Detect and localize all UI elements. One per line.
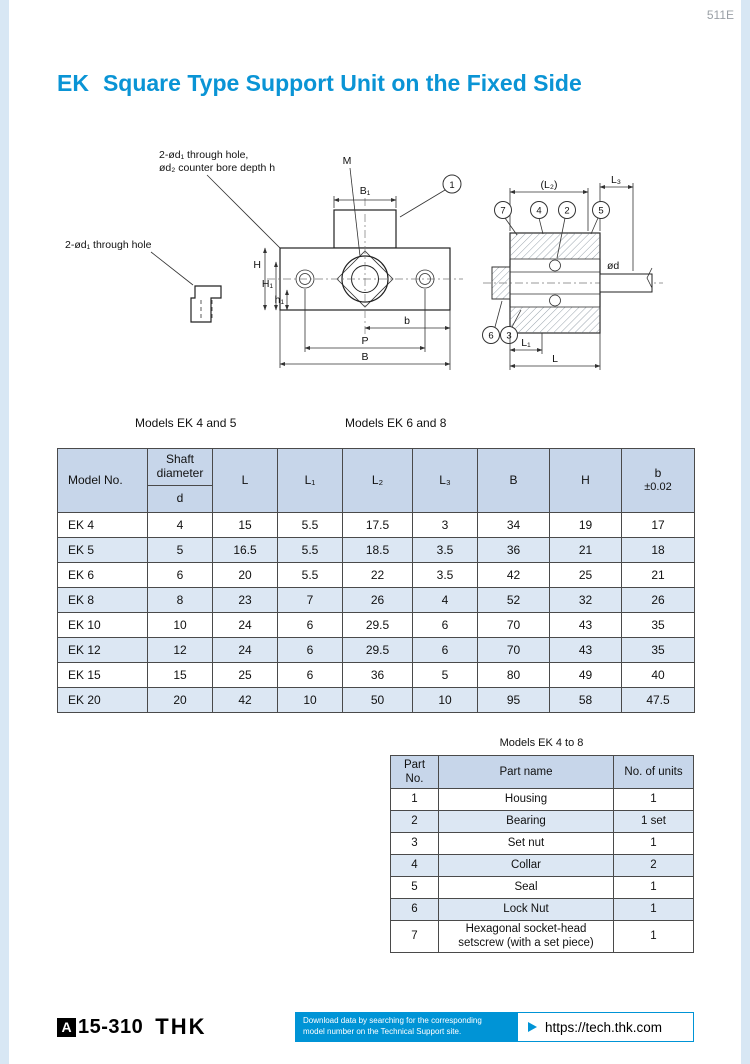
table-cell: 1 <box>614 789 694 811</box>
dim-label-b-big: B <box>361 351 369 363</box>
table-cell: 3.5 <box>413 563 478 588</box>
page-code: 511E <box>706 8 734 22</box>
table-cell: 26 <box>343 588 413 613</box>
page-footer <box>57 1010 694 1044</box>
dim-label-h1-small: h₁ <box>274 294 284 306</box>
table-cell: 10 <box>278 688 343 713</box>
dimension-table <box>57 448 695 713</box>
download-banner <box>295 1012 517 1042</box>
table-cell: 4 <box>413 588 478 613</box>
table-cell: 6 <box>278 613 343 638</box>
table-cell: 35 <box>622 638 695 663</box>
table-cell: 1 <box>614 921 694 953</box>
header-model-no: Model No. <box>58 449 148 513</box>
table-cell: Hexagonal socket-head setscrew (with a set piece) <box>439 921 614 953</box>
table-row <box>58 688 695 713</box>
dim-label-h1: H₁ <box>261 278 273 290</box>
table-cell: 17.5 <box>343 513 413 538</box>
parts-table-body <box>391 789 694 953</box>
table-cell: 5 <box>148 538 213 563</box>
note-through-hole: 2-ød₁ through hole <box>65 239 152 251</box>
header-l2: L₂ <box>343 449 413 513</box>
dim-label-l1: L₁ <box>521 337 531 349</box>
table-cell: 16.5 <box>213 538 278 563</box>
table-row <box>391 789 694 811</box>
table-cell: 15 <box>148 663 213 688</box>
table-cell: 35 <box>622 613 695 638</box>
callout-2: 2 <box>564 205 570 217</box>
callout-6: 6 <box>488 330 494 342</box>
table-cell: 70 <box>478 613 550 638</box>
page-number: 15-310 <box>78 1015 144 1038</box>
callout-1: 1 <box>449 180 455 191</box>
table-cell: 20 <box>148 688 213 713</box>
header-shaft-diameter: Shaft diameter <box>148 449 213 486</box>
table-row <box>58 638 695 663</box>
caption-models-ek4-8: Models EK 4 to 8 <box>499 737 584 749</box>
header-part-no: Part No. <box>391 756 439 789</box>
table-cell: 1 <box>614 833 694 855</box>
table-cell: 36 <box>343 663 413 688</box>
table-cell: 47.5 <box>622 688 695 713</box>
table-cell: 1 <box>391 789 439 811</box>
header-part-name: Part name <box>439 756 614 789</box>
header-l1: L₁ <box>278 449 343 513</box>
table-cell: 40 <box>622 663 695 688</box>
table-cell: EK 6 <box>58 563 148 588</box>
dim-label-b1: B₁ <box>359 185 371 197</box>
header-b-tol: ±0.02 <box>644 481 672 494</box>
dim-label-l2: (L₂) <box>540 179 558 191</box>
table-row <box>58 663 695 688</box>
table-cell: EK 4 <box>58 513 148 538</box>
table-cell: EK 8 <box>58 588 148 613</box>
table-cell: 42 <box>213 688 278 713</box>
header-h: H <box>550 449 622 513</box>
header-l: L <box>213 449 278 513</box>
table-row <box>58 538 695 563</box>
table-cell: EK 5 <box>58 538 148 563</box>
front-view <box>159 149 463 370</box>
table-cell: 20 <box>213 563 278 588</box>
table-cell: 36 <box>478 538 550 563</box>
table-cell: 6 <box>391 899 439 921</box>
table-cell: 21 <box>550 538 622 563</box>
table-cell: 6 <box>413 638 478 663</box>
arrow-right-icon <box>528 1022 537 1032</box>
table-row <box>58 613 695 638</box>
table-cell: 6 <box>278 663 343 688</box>
page-title <box>57 70 582 97</box>
dim-label-m: M <box>342 155 352 167</box>
table-cell: 10 <box>148 613 213 638</box>
table-cell: 70 <box>478 638 550 663</box>
table-cell: 43 <box>550 638 622 663</box>
table-cell: Lock Nut <box>439 899 614 921</box>
callout-3: 3 <box>506 330 512 342</box>
table-cell: 5.5 <box>278 538 343 563</box>
table-cell: Seal <box>439 877 614 899</box>
table-cell: 5 <box>413 663 478 688</box>
table-cell: 80 <box>478 663 550 688</box>
callout-4: 4 <box>536 205 542 217</box>
table-cell: Collar <box>439 855 614 877</box>
callout-7: 7 <box>500 205 506 217</box>
table-cell: 18 <box>622 538 695 563</box>
table-cell: Set nut <box>439 833 614 855</box>
tech-support-url[interactable]: https://tech.thk.com <box>545 1019 663 1035</box>
table-cell: 21 <box>622 563 695 588</box>
table-cell: 3 <box>391 833 439 855</box>
table-cell: 52 <box>478 588 550 613</box>
table-cell: 5.5 <box>278 563 343 588</box>
table-row <box>58 563 695 588</box>
table-cell: 4 <box>391 855 439 877</box>
detail-view <box>65 239 221 322</box>
page-reference <box>57 1014 207 1040</box>
table-cell: 3 <box>413 513 478 538</box>
table-cell: 6 <box>148 563 213 588</box>
table-cell: 58 <box>550 688 622 713</box>
table-cell: 25 <box>550 563 622 588</box>
table-cell: EK 12 <box>58 638 148 663</box>
table-cell: EK 15 <box>58 663 148 688</box>
table-cell: 95 <box>478 688 550 713</box>
table-row <box>391 833 694 855</box>
dimension-table-body <box>58 513 695 713</box>
dim-label-l3: L₃ <box>610 174 622 186</box>
callout-5: 5 <box>598 205 604 217</box>
table-cell: 17 <box>622 513 695 538</box>
thk-logo: THK <box>155 1014 207 1039</box>
table-cell: 24 <box>213 638 278 663</box>
table-cell: 3.5 <box>413 538 478 563</box>
banner-line2: model number on the Technical Support site. <box>303 1027 462 1036</box>
header-b: B <box>478 449 550 513</box>
table-cell: 49 <box>550 663 622 688</box>
table-cell: 25 <box>213 663 278 688</box>
dim-label-b-small: b <box>404 315 410 327</box>
table-cell: EK 20 <box>58 688 148 713</box>
table-cell: 12 <box>148 638 213 663</box>
section-letter-box: A <box>57 1018 76 1037</box>
table-cell: 15 <box>213 513 278 538</box>
table-cell: 32 <box>550 588 622 613</box>
table-cell: 4 <box>148 513 213 538</box>
table-cell: 5.5 <box>278 513 343 538</box>
header-d: d <box>148 486 213 513</box>
dim-label-l: L <box>552 353 558 365</box>
page-title-text: Square Type Support Unit on the Fixed Side <box>102 70 582 96</box>
header-no-of-units: No. of units <box>614 756 694 789</box>
table-cell: 6 <box>413 613 478 638</box>
table-cell: 7 <box>278 588 343 613</box>
dim-label-p: P <box>361 335 369 347</box>
page-edge-right <box>741 0 750 1064</box>
table-row <box>391 811 694 833</box>
table-row <box>391 899 694 921</box>
caption-models-ek6-8: Models EK 6 and 8 <box>345 416 447 430</box>
table-cell: 2 <box>391 811 439 833</box>
table-row <box>391 877 694 899</box>
table-cell: 10 <box>413 688 478 713</box>
tech-support-url-box[interactable] <box>517 1012 694 1042</box>
banner-line1: Download data by searching for the corresponding <box>303 1016 482 1026</box>
table-row <box>58 588 695 613</box>
table-cell: 24 <box>213 613 278 638</box>
caption-models-ek4-5: Models EK 4 and 5 <box>135 416 237 430</box>
table-cell: 29.5 <box>343 638 413 663</box>
table-row <box>391 855 694 877</box>
table-cell: 18.5 <box>343 538 413 563</box>
table-cell: 1 <box>614 899 694 921</box>
table-cell: 29.5 <box>343 613 413 638</box>
table-row <box>391 921 694 953</box>
note-counterbore-line1: 2-ød₁ through hole, <box>159 149 249 161</box>
dim-label-h: H <box>253 259 261 271</box>
table-cell: 34 <box>478 513 550 538</box>
header-b-label: b <box>654 466 662 481</box>
table-cell: 5 <box>391 877 439 899</box>
parts-table <box>390 755 694 953</box>
page-edge-left <box>0 0 9 1064</box>
table-cell: 42 <box>478 563 550 588</box>
table-cell: 23 <box>213 588 278 613</box>
dim-label-od: ød <box>607 260 620 272</box>
note-counterbore-line2: ød₂ counter bore depth h <box>159 162 276 174</box>
table-cell: 19 <box>550 513 622 538</box>
table-cell: 2 <box>614 855 694 877</box>
table-cell: 22 <box>343 563 413 588</box>
table-cell: 1 set <box>614 811 694 833</box>
table-cell: 26 <box>622 588 695 613</box>
table-cell: 1 <box>614 877 694 899</box>
table-row <box>58 513 695 538</box>
page-title-model: EK <box>57 70 89 96</box>
table-cell: 43 <box>550 613 622 638</box>
side-view <box>483 174 664 370</box>
table-cell: Bearing <box>439 811 614 833</box>
table-cell: 7 <box>391 921 439 953</box>
technical-drawing <box>55 138 695 438</box>
table-cell: 8 <box>148 588 213 613</box>
table-cell: Housing <box>439 789 614 811</box>
table-cell: 50 <box>343 688 413 713</box>
header-l3: L₃ <box>413 449 478 513</box>
table-cell: 6 <box>278 638 343 663</box>
table-cell: EK 10 <box>58 613 148 638</box>
header-b-tolerance <box>622 449 695 513</box>
